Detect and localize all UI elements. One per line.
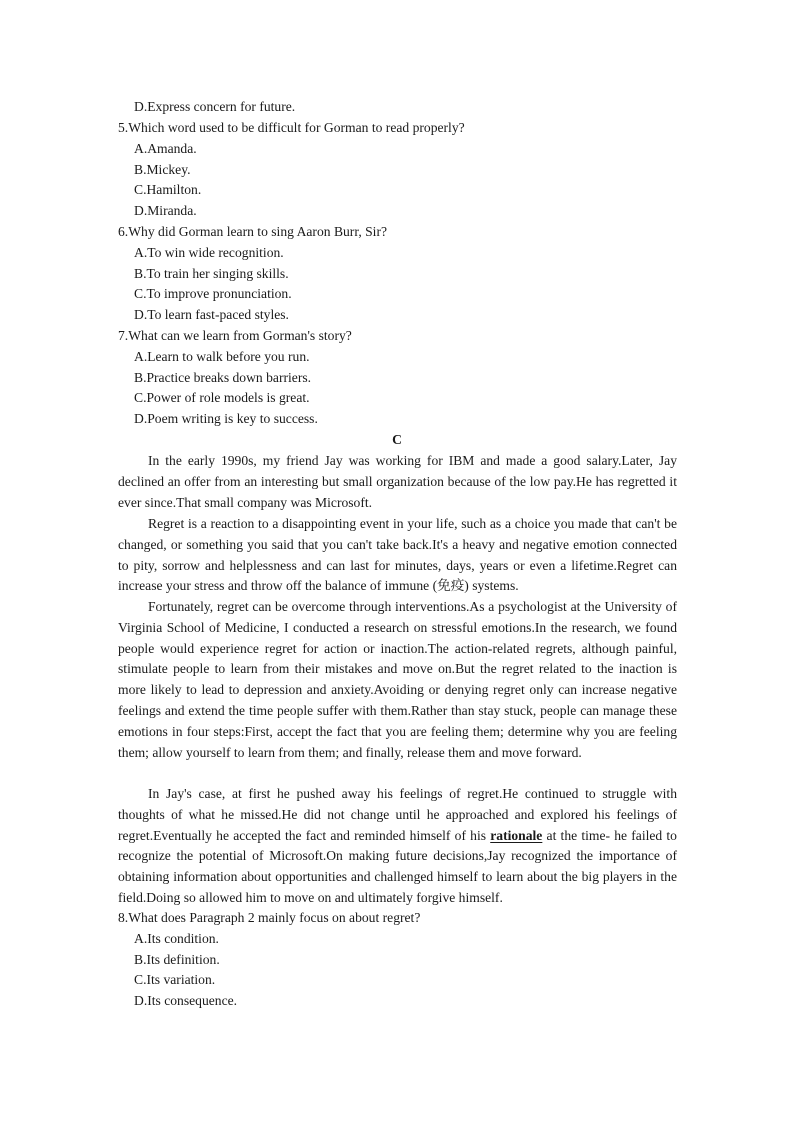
q6-stem: 6.Why did Gorman learn to sing Aaron Burr, Sir? bbox=[118, 224, 388, 239]
q5-option-d: D.Miranda. bbox=[134, 203, 197, 218]
paragraph-4-text-after: at the time- he failed to recognize the potential of Microsoft.On making future decisions,Jay recognized the importance of obtaining information about opportunities and challenged himself to learn about the big players in the field.Doing so allowed him to move on and ultimately forgive himself. bbox=[118, 827, 677, 905]
q5-stem: 5.Which word used to be difficult for Gorman to read properly? bbox=[118, 120, 465, 135]
q8-option-d: D.Its consequence. bbox=[134, 993, 238, 1008]
q7-stem: 7.What can we learn from Gorman's story? bbox=[118, 328, 352, 343]
q7-option-c: C.Power of role models is great. bbox=[134, 390, 310, 405]
q5-option-b: B.Mickey. bbox=[134, 162, 191, 177]
q8-option-b: B.Its definition. bbox=[134, 952, 220, 967]
q7-option-d: D.Poem writing is key to success. bbox=[134, 411, 318, 426]
q8-option-a: A.Its condition. bbox=[134, 931, 219, 946]
q6-option-b: B.To train her singing skills. bbox=[134, 266, 289, 281]
q7-option-a: A.Learn to walk before you run. bbox=[134, 349, 310, 364]
q5-option-a: A.Amanda. bbox=[134, 141, 197, 156]
q5-option-c: C.Hamilton. bbox=[134, 182, 202, 197]
q6-option-c: C.To improve pronunciation. bbox=[134, 286, 292, 301]
q4-option-d: D.Express concern for future. bbox=[134, 99, 296, 114]
passage-paragraph-2: Regret is a reaction to a disappointing event in your life, such as a choice you made that can't be changed, or something you said that you can't take back.It's a heavy and negative emotion connected to pity, sorrow and helplessness and can last for minutes, days, years or even a lifetime.Regret can increase your stress and throw off the balance of immune (免疫) systems. bbox=[118, 516, 677, 594]
q8-stem: 8.What does Paragraph 2 mainly focus on about regret? bbox=[118, 910, 421, 925]
q8-option-c: C.Its variation. bbox=[134, 972, 216, 987]
paragraph-4-text-before: In Jay's case, at first he pushed away his feelings of regret.He continued to struggle with thoughts of what he missed.He did not change until he approached and explored his feelings of regret.Eventually he accepted the fact and reminded himself of his bbox=[118, 786, 677, 843]
vocabulary-term: rationale bbox=[490, 827, 543, 843]
passage-paragraph-1: In the early 1990s, my friend Jay was working for IBM and made a good salary.Later, Jay declined an offer from an interesting but small organization because of the low pay.He has regretted it ever since.That small company was Microsoft. bbox=[118, 453, 677, 510]
q6-option-d: D.To learn fast-paced styles. bbox=[134, 307, 289, 322]
passage-paragraph-3: Fortunately, regret can be overcome through interventions.As a psychologist at the University of Virginia School of Medicine, I conducted a research on stressful emotions.In the research, we found people would experience regret for action or inaction.The action-related regrets, although painful, stimulate people to learn from their mistakes and move on.But the regret related to the inaction is more likely to lead to depression and anxiety.Avoiding or denying regret only can increase negative feelings and extend the time people suffer with them.Rather than stay stuck, people can manage these emotions in four steps:First, accept the fact that you are feeling them; determine why you are feeling them; allow yourself to learn from them; and finally, release them and move forward. bbox=[118, 599, 677, 760]
passage-paragraph-4 bbox=[118, 784, 677, 909]
section-title: C bbox=[392, 432, 402, 447]
q6-option-a: A.To win wide recognition. bbox=[134, 245, 284, 260]
q7-option-b: B.Practice breaks down barriers. bbox=[134, 370, 312, 385]
